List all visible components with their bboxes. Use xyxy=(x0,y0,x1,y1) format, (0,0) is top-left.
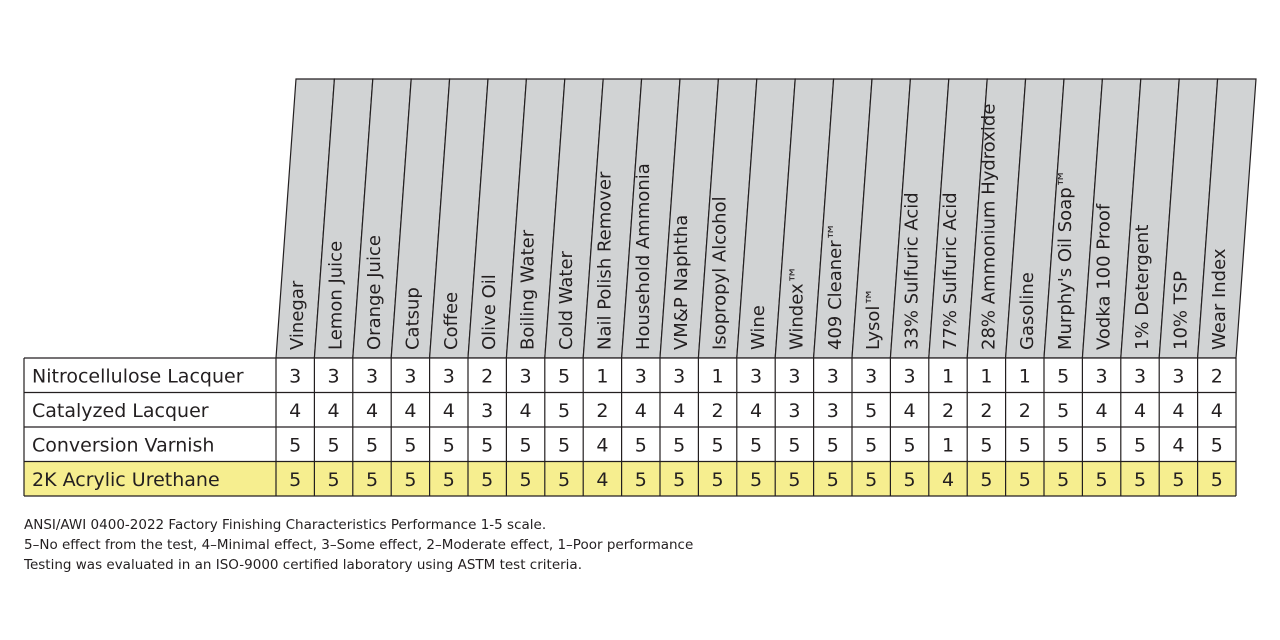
table-cell-value: 4 xyxy=(289,399,302,422)
table-cell-value: 1 xyxy=(711,365,724,388)
note-testing: Testing was evaluated in an ISO-9000 certified laboratory using ASTM test criteria. xyxy=(24,557,582,573)
table-cell-value: 2 xyxy=(941,399,955,422)
table-cell-value: 5 xyxy=(788,434,801,457)
table-cell-value: 5 xyxy=(289,434,302,457)
table-cell-value: 5 xyxy=(711,468,724,491)
table-cell-value: 5 xyxy=(903,468,916,491)
table-cell-value: 4 xyxy=(596,468,609,491)
column-header-label: Windex™ xyxy=(786,265,808,350)
column-header-label: Orange Juice xyxy=(364,235,385,350)
table-cell-value: 5 xyxy=(1133,434,1147,457)
table-cell-value: 1 xyxy=(941,434,955,457)
table-cell-value: 3 xyxy=(903,365,916,388)
table-cell-value: 5 xyxy=(980,468,993,491)
table-cell-value: 2 xyxy=(1018,399,1031,422)
table-cell-value: 4 xyxy=(1172,434,1185,457)
table-cell-value: 5 xyxy=(749,468,763,491)
table-cell-value: 5 xyxy=(865,468,878,491)
table-cell-value: 3 xyxy=(826,399,839,422)
table-cell-value: 5 xyxy=(519,434,532,457)
column-header-label: Olive Oil xyxy=(479,274,501,350)
table-cell-value: 3 xyxy=(826,365,839,388)
table-cell-value: 5 xyxy=(1057,468,1070,491)
table-cell-value: 3 xyxy=(327,365,340,388)
row-label: Conversion Varnish xyxy=(32,434,215,457)
column-header-label: 10% TSP xyxy=(1170,270,1192,350)
column-header-label: 1% Detergent xyxy=(1132,224,1153,350)
table-cell-value: 5 xyxy=(557,365,571,388)
table-cell-value: 3 xyxy=(673,365,686,388)
table-cell-value: 5 xyxy=(903,434,916,457)
table-cell-value: 4 xyxy=(903,399,916,422)
table-cell-value: 4 xyxy=(1172,399,1185,422)
table-cell-value: 5 xyxy=(1095,434,1108,457)
table-cell-value: 2 xyxy=(711,399,724,422)
table-cell-value: 5 xyxy=(481,434,494,457)
table-cell-value: 5 xyxy=(1018,468,1031,491)
table-cell-value: 4 xyxy=(327,399,340,422)
note-scale-legend: 5–No effect from the test, 4–Minimal effect, 3–Some effect, 2–Moderate effect, 1–Poor performance xyxy=(24,537,694,553)
table-cell-value: 3 xyxy=(1095,365,1108,388)
table-cell-value: 3 xyxy=(749,365,763,388)
table-notes xyxy=(24,515,693,575)
column-header-label: Isopropyl Alcohol xyxy=(709,196,731,350)
column-header-label: Wear Index xyxy=(1208,248,1230,350)
table-cell-value: 3 xyxy=(519,365,532,388)
table-cell-value: 5 xyxy=(557,468,571,491)
table-cell-value: 1 xyxy=(596,365,609,388)
table-cell-value: 4 xyxy=(404,399,417,422)
table-cell-value: 4 xyxy=(596,434,609,457)
table-cell-value: 5 xyxy=(749,434,763,457)
table-cell-value: 5 xyxy=(1057,399,1070,422)
table-cell-value: 4 xyxy=(365,399,379,422)
table-cell-value: 5 xyxy=(327,468,340,491)
table-cell-value: 5 xyxy=(980,434,993,457)
table-cell-value: 3 xyxy=(481,399,494,422)
table-cell-value: 5 xyxy=(711,434,724,457)
row-label: Nitrocellulose Lacquer xyxy=(32,365,244,388)
row-label: 2K Acrylic Urethane xyxy=(32,468,220,491)
table-cell-value: 4 xyxy=(673,399,686,422)
row-label: Catalyzed Lacquer xyxy=(32,399,209,422)
table-cell-value: 4 xyxy=(1095,399,1108,422)
column-header-label: Murphy's Oil Soap™ xyxy=(1055,169,1077,350)
column-header-label: Gasoline xyxy=(1016,272,1038,350)
column-header-label: Coffee xyxy=(440,291,462,350)
table-cell-value: 4 xyxy=(1133,399,1147,422)
table-cell-value: 5 xyxy=(1172,468,1185,491)
column-header-label: Catsup xyxy=(402,287,424,350)
table-cell-value: 2 xyxy=(481,365,494,388)
table-cell-value: 3 xyxy=(365,365,379,388)
table-cell-value: 5 xyxy=(826,468,839,491)
column-header-label: Vinegar xyxy=(287,280,309,350)
table-cell-value: 3 xyxy=(865,365,878,388)
table-cell-value: 2 xyxy=(1210,365,1223,388)
table-cell-value: 4 xyxy=(442,399,455,422)
table-cell-value: 5 xyxy=(865,399,878,422)
table-cell-value: 4 xyxy=(519,399,532,422)
table-cell-value: 5 xyxy=(442,468,455,491)
table-cell-value: 5 xyxy=(365,434,379,457)
table-cell-value: 3 xyxy=(442,365,455,388)
column-header-label: Boiling Water xyxy=(517,229,539,350)
column-header-label: Household Ammonia xyxy=(632,163,654,350)
table-cell-value: 5 xyxy=(365,468,379,491)
table-cell-value: 5 xyxy=(1210,468,1223,491)
table-cell-value: 5 xyxy=(1210,434,1223,457)
table-cell-value: 5 xyxy=(634,468,647,491)
table-cell-value: 5 xyxy=(673,468,686,491)
table-cell-value: 5 xyxy=(1133,468,1147,491)
column-header-label: Cold Water xyxy=(556,251,577,350)
table-cell-value: 2 xyxy=(596,399,609,422)
table-cell-value: 4 xyxy=(1210,399,1223,422)
column-header-label: Nail Polish Remover xyxy=(594,171,616,350)
table-cell-value: 3 xyxy=(634,365,647,388)
table-cell-value: 5 xyxy=(289,468,302,491)
table-cell-value: 3 xyxy=(404,365,417,388)
table-cell-value: 4 xyxy=(941,468,955,491)
table-cell-value: 5 xyxy=(442,434,455,457)
table-cell-value: 3 xyxy=(788,365,801,388)
table-cell-value: 5 xyxy=(519,468,532,491)
table-cell-value: 4 xyxy=(749,399,763,422)
column-header-label: Lysol™ xyxy=(863,287,885,350)
table-cell-value: 1 xyxy=(980,365,993,388)
table-cell-value: 1 xyxy=(1018,365,1031,388)
column-header-label: Wine xyxy=(748,305,769,350)
column-header-label: VM&P Naphtha xyxy=(671,214,693,350)
column-header-label: Lemon Juice xyxy=(325,240,347,350)
note-standard: ANSI/AWI 0400-2022 Factory Finishing Characteristics Performance 1-5 scale. xyxy=(24,517,547,533)
table-cell-value: 1 xyxy=(941,365,955,388)
column-header-label: 33% Sulfuric Acid xyxy=(901,192,923,350)
table-cell-value: 5 xyxy=(557,434,571,457)
table-cell-value: 5 xyxy=(481,468,494,491)
column-header-label: 28% Ammonium Hydroxide xyxy=(978,103,1000,350)
table-cell-value: 2 xyxy=(980,399,993,422)
table-cell-value: 5 xyxy=(1057,365,1070,388)
table-cell-value: 5 xyxy=(557,399,571,422)
table-cell-value: 5 xyxy=(404,468,417,491)
table-cell-value: 3 xyxy=(788,399,801,422)
table-cell-value: 5 xyxy=(826,434,839,457)
table-cell-value: 5 xyxy=(1095,468,1108,491)
table-cell-value: 5 xyxy=(673,434,686,457)
table-cell-value: 5 xyxy=(788,468,801,491)
column-header-label: 409 Cleaner™ xyxy=(824,222,846,350)
column-header-label: 77% Sulfuric Acid xyxy=(940,192,961,350)
table-cell-value: 5 xyxy=(865,434,878,457)
column-header-label: Vodka 100 Proof xyxy=(1093,203,1115,350)
table-cell-value: 5 xyxy=(634,434,647,457)
table-cell-value: 5 xyxy=(404,434,417,457)
table-cell-value: 5 xyxy=(1057,434,1070,457)
table-cell-value: 3 xyxy=(289,365,302,388)
table-cell-value: 3 xyxy=(1172,365,1185,388)
table-cell-value: 4 xyxy=(634,399,647,422)
table-cell-value: 3 xyxy=(1133,365,1147,388)
table-cell-value: 5 xyxy=(327,434,340,457)
table-cell-value: 5 xyxy=(1018,434,1031,457)
